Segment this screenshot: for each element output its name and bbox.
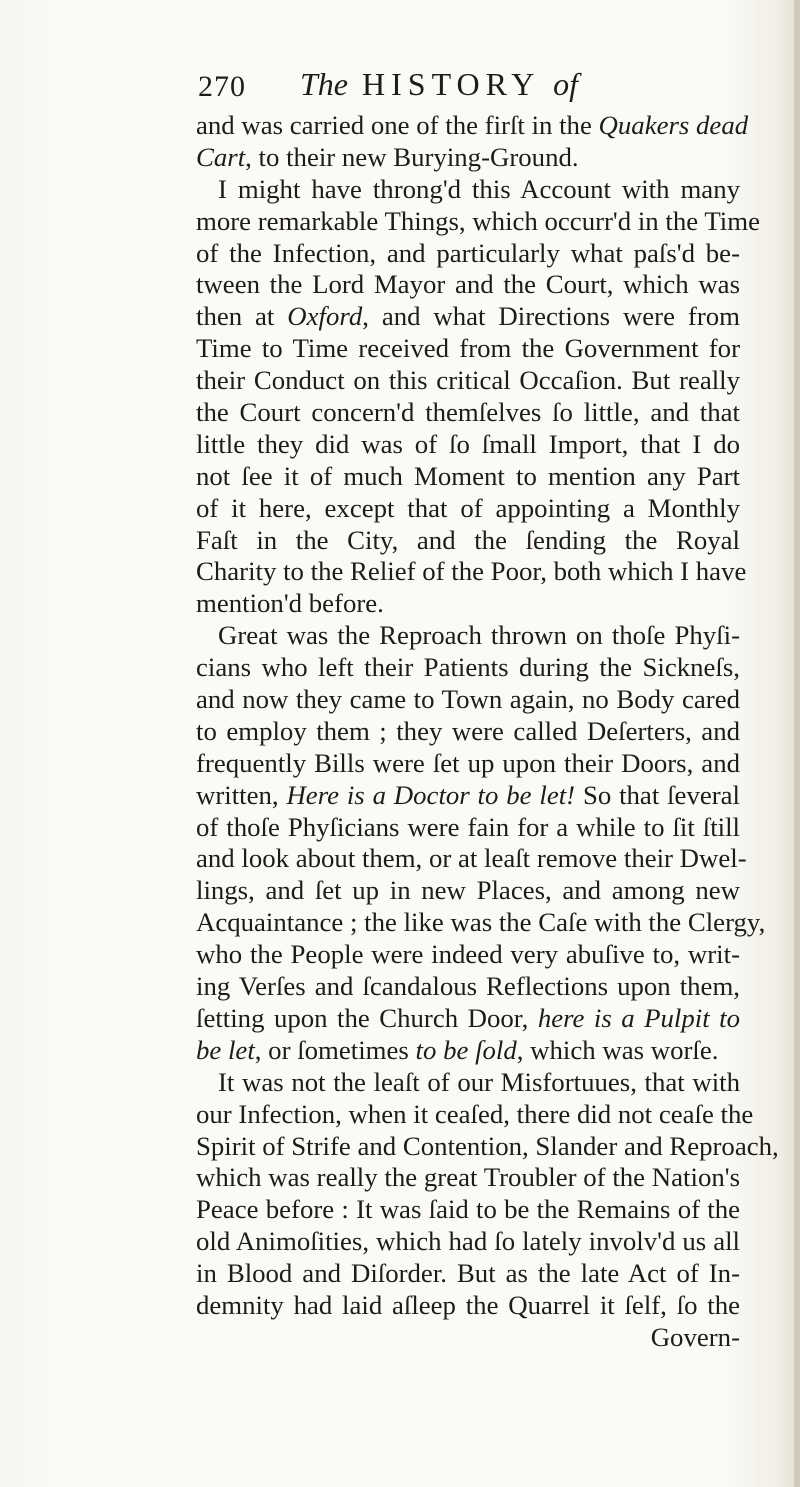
text-line: be let, or ſometimes to be ſold, which was worſe. <box>196 1034 719 1065</box>
text-line: Acquaintance ; the like was the Caſe with the Clergy, <box>196 907 766 938</box>
text-line: written, Here is a Doctor to be let! So that ſeveral <box>196 779 740 810</box>
text-line: old Animoſities, which had ſo lately involv'd us all <box>196 1226 740 1257</box>
paragraph-start-line: It was not the leaſt of our Misfortuues, that with <box>218 1066 740 1097</box>
text-line: lings, and ſet up in new Places, and among new <box>196 875 740 906</box>
text-line: Spirit of Strife and Contention, Slander and Reproach, <box>196 1130 779 1161</box>
text-line: cians who left their Patients during the Sickneſs, <box>196 652 740 683</box>
paragraph-start-line: Great was the Reproach thrown on thoſe Phyſi- <box>218 620 740 651</box>
text-line: not ſee it of much Moment to mention any Part <box>196 460 740 491</box>
text-line: frequently Bills were ſet up upon their Doors, and <box>196 747 740 778</box>
text-line: which was really the great Troubler of the Nation's <box>196 1162 740 1193</box>
text-line: mention'd before. <box>196 588 384 619</box>
text-line: to employ them ; they were called Deſerters, and <box>196 715 740 746</box>
text-line: Charity to the Relief of the Poor, both which I have <box>196 556 747 587</box>
text-line: more remarkable Things, which occurr'd in the Time <box>196 205 760 236</box>
text-line: the Court concern'd themſelves ſo little, and that <box>196 397 740 428</box>
page-edge <box>794 0 800 1487</box>
text-line: and look about them, or at leaſt remove their Dwel- <box>196 843 747 874</box>
text-line: Peace before : It was ſaid to be the Remains of the <box>196 1194 740 1225</box>
running-title-of: of <box>553 66 579 102</box>
text-line: in Blood and Diſorder. But as the late Act of In- <box>196 1258 740 1289</box>
text-line: of thoſe Phyſicians were fain for a while to ſit ſtill <box>196 811 740 842</box>
running-title <box>300 66 578 103</box>
text-line: their Conduct on this critical Occaſion. But really <box>196 365 740 396</box>
text-line: of the Infection, and particularly what paſs'd be- <box>196 237 740 268</box>
text-line: of it here, except that of appointing a Monthly <box>196 492 740 523</box>
text-line: Faſt in the City, and the ſending the Royal <box>196 524 740 555</box>
text-line: ing Verſes and ſcandalous Reflections upon them, <box>196 971 740 1002</box>
running-header <box>198 66 738 106</box>
text-line: our Infection, when it ceaſed, there did not ceaſe the <box>196 1098 754 1129</box>
text-line: ſetting upon the Church Door, here is a Pulpit to <box>196 1002 740 1033</box>
text-line: then at Oxford, and what Directions were from <box>196 301 740 332</box>
text-line: Time to Time received from the Government for <box>196 333 740 364</box>
text-line: who the People were indeed very abuſive to, writ- <box>196 939 740 970</box>
running-title-the: The <box>300 66 348 102</box>
text-line: and was carried one of the firſt in the Quakers dead <box>196 110 749 140</box>
text-line: and now they came to Town again, no Body cared <box>196 684 740 715</box>
page-number: 270 <box>198 70 246 103</box>
catchword: Govern- <box>650 1321 740 1352</box>
running-title-history: HISTORY <box>362 66 540 102</box>
paragraph-start-line: I might have throng'd this Account with many <box>218 173 740 204</box>
text-line: tween the Lord Mayor and the Court, which was <box>196 269 740 300</box>
text-line: demnity had laid aſleep the Quarrel it ſelf, ſo the <box>196 1289 740 1320</box>
body-text <box>196 110 779 1354</box>
text-line: little they did was of ſo ſmall Import, that I do <box>196 428 740 459</box>
text-line: Cart, to their new Burying-Ground. <box>196 141 579 172</box>
